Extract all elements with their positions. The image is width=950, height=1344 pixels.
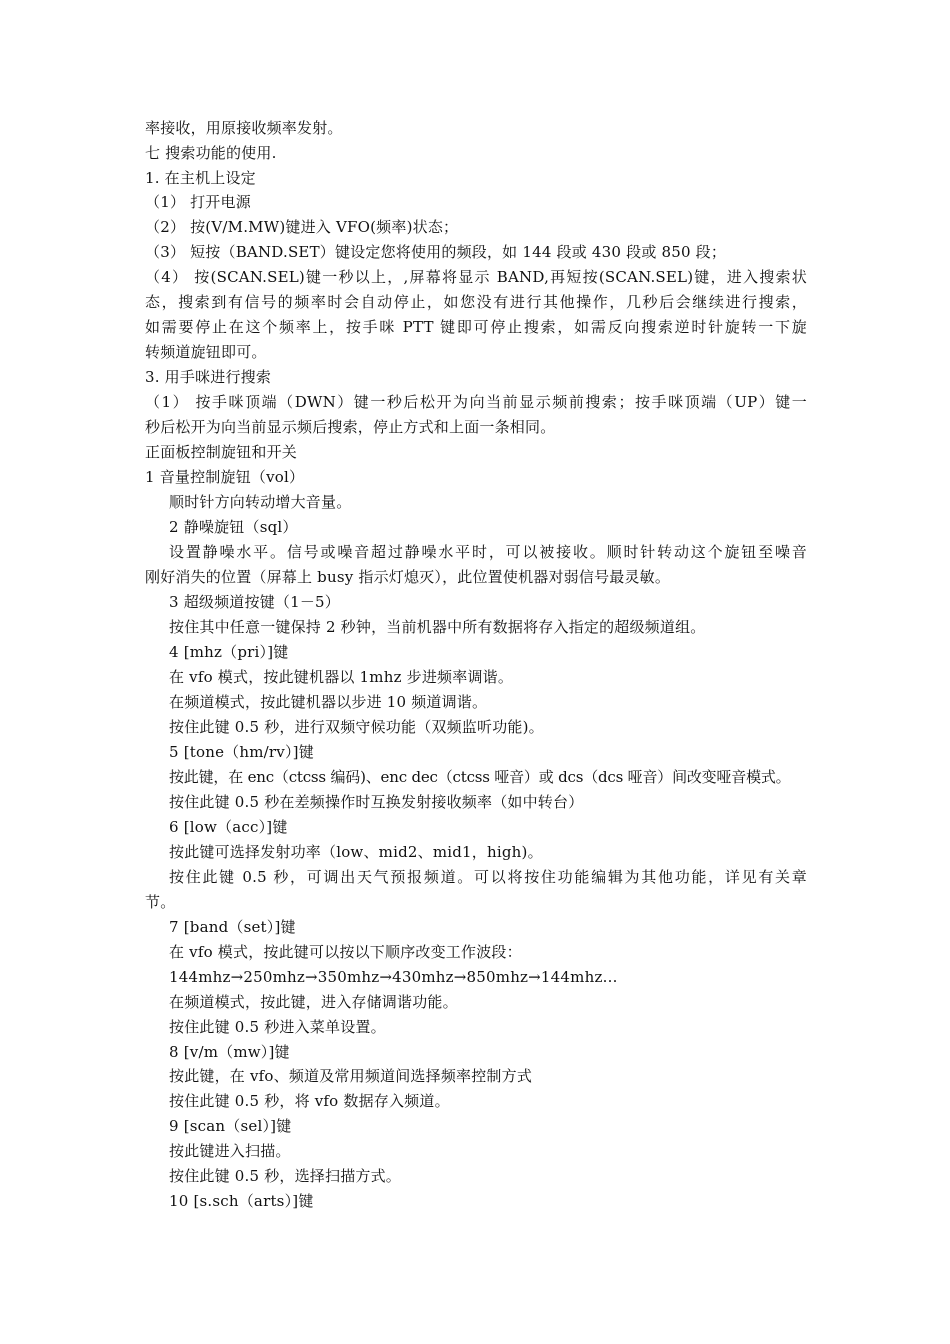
subsection-heading: 1. 在主机上设定 [145,169,256,187]
text-line: 按此键，在 vfo、频道及常用频道间选择频率控制方式 [169,1067,533,1085]
text-line: 按住其中任意一键保持 2 秒钟，当前机器中所有数据将存入指定的超级频道组。 [169,618,706,636]
control-heading: 4 [mhz（pri）]键 [169,643,289,661]
text-line: 在频道模式，按此键机器以步进 10 频道调谐。 [169,693,488,711]
control-heading: 8 [v/m（mw）]键 [169,1043,290,1061]
control-heading: 5 [tone（hm/rv）]键 [169,743,314,761]
text-line: 在 vfo 模式，按此键机器以 1mhz 步进频率调谐。 [169,668,514,686]
list-item: （3） 短按（BAND.SET）键设定您将使用的频段，如 144 段或 430 段或 850 段； [145,243,727,261]
text-line: 按此键进入扫描。 [169,1142,291,1160]
control-heading: 10 [s.sch（arts）]键 [169,1192,314,1210]
text-line: 转频道旋钮即可。 [145,343,267,361]
text-line: 按住此键 0.5 秒，可调出天气预报频道。可以将按住功能编辑为其他功能，详见有关章 [169,868,807,886]
text-line: 按住此键 0.5 秒在差频操作时互换发射接收频率（如中转台） [169,793,584,811]
text-line: 刚好消失的位置（屏幕上 busy 指示灯熄灭），此位置使机器对弱信号最灵敏。 [145,568,671,586]
text-line: 秒后松开为向当前显示频后搜索，停止方式和上面一条相同。 [145,418,556,436]
control-heading: 9 [scan（sel）]键 [169,1117,292,1135]
text-line: 按此键，在 enc（ctcss 编码)、enc dec（ctcss 哑音）或 dcs（dcs 哑音）间改变哑音模式。 [169,768,791,786]
text-line: 按住此键 0.5 秒，进行双频守候功能（双频监听功能)。 [169,718,544,736]
text-line: 顺时针方向转动增大音量。 [169,493,352,511]
text-line: 态，搜索到有信号的频率时会自动停止，如您没有进行其他操作，几秒后会继续进行搜索， [145,293,807,311]
control-heading: 7 [band（set）]键 [169,918,296,936]
text-line: 率接收，用原接收频率发射。 [145,119,343,137]
subsection-heading: 3. 用手咪进行搜索 [145,368,272,386]
text-line: 设置静噪水平。信号或噪音超过静噪水平时，可以被接收。顺时针转动这个旋钮至噪音 [169,543,807,561]
text-line: 在频道模式，按此键，进入存储调谐功能。 [169,993,458,1011]
text-line: 按住此键 0.5 秒进入菜单设置。 [169,1018,386,1036]
control-heading: 3 超级频道按键（1－5） [169,593,340,611]
text-line: 144mhz→250mhz→350mhz→430mhz→850mhz→144mhz… [169,968,618,986]
list-item: （2） 按(V/M.MW)键进入 VFO(频率)状态； [145,218,459,236]
list-item: （1） 打开电源 [145,193,251,211]
text-line: 如需要停止在这个频率上，按手咪 PTT 键即可停止搜索，如需反向搜索逆时针旋转一下旋 [145,318,807,336]
text-line: 节。 [145,893,176,911]
list-item: （4） 按(SCAN.SEL)键一秒以上，,屏幕将显示 BAND,再短按(SCAN.SEL)键，进入搜索状 [145,268,807,286]
control-heading: 1 音量控制旋钮（vol） [145,468,305,486]
list-item: （1） 按手咪顶端（DWN）键一秒后松开为向当前显示频前搜索；按手咪顶端（UP）键一 [145,393,807,411]
section-heading: 正面板控制旋钮和开关 [145,443,298,461]
text-line: 按此键可选择发射功率（low、mid2、mid1，high)。 [169,843,543,861]
section-heading: 七 搜索功能的使用. [145,144,277,162]
text-line: 按住此键 0.5 秒，选择扫描方式。 [169,1167,401,1185]
control-heading: 6 [low（acc）]键 [169,818,288,836]
text-line: 按住此键 0.5 秒，将 vfo 数据存入频道。 [169,1092,450,1110]
text-line: 在 vfo 模式，按此键可以按以下顺序改变工作波段： [169,943,522,961]
control-heading: 2 静噪旋钮（sql） [169,518,298,536]
